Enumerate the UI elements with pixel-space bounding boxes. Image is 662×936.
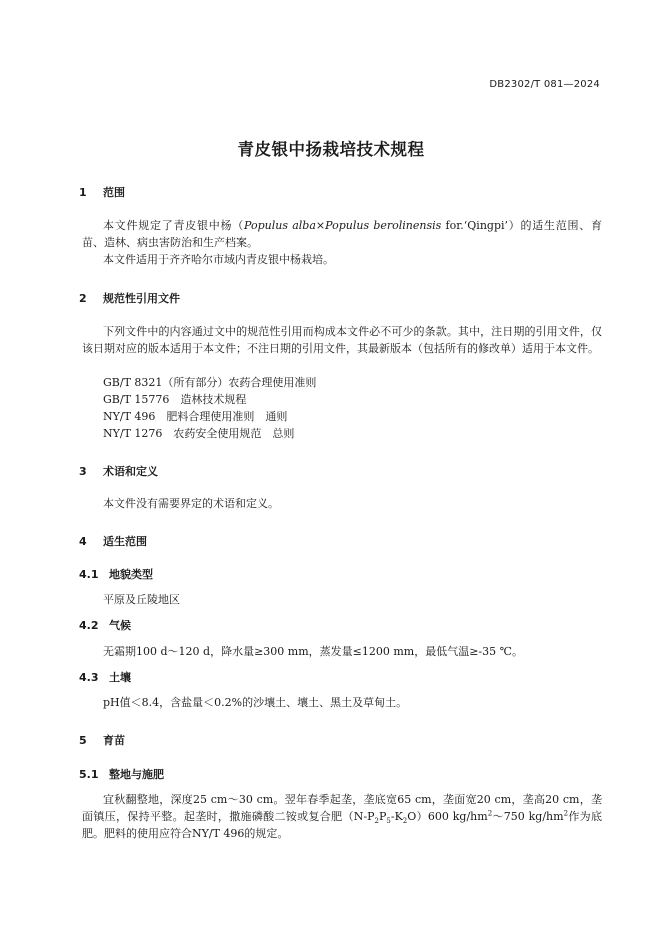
section-5-heading: [79, 732, 125, 748]
section-title: 育苗: [103, 734, 125, 747]
subsection-4-1-heading: [79, 566, 153, 582]
applicability-paragraph: 本文件适用于齐齐哈尔市域内青皮银中杨栽培。: [103, 253, 334, 266]
section-number: 5.1: [79, 768, 99, 781]
section-title: 土壤: [109, 671, 131, 684]
section-title: 整地与施肥: [109, 768, 164, 781]
section-number: 4.3: [79, 671, 99, 684]
site-preparation-paragraph: [82, 791, 602, 842]
section-title: 气候: [109, 619, 131, 632]
subscript: 2: [402, 817, 408, 826]
climate-paragraph: 无霜期100 d～120 d，降水量≥300 mm，蒸发量≤1200 mm，最低气温≥-35 ℃。: [103, 645, 523, 658]
document-id: DB2302/T 081—2024: [489, 79, 600, 90]
section-title: 规范性引用文件: [103, 292, 180, 305]
section-number: 1: [79, 186, 87, 199]
text: 宜秋翻整地，深度25 cm～30 cm。翌年春季起垄，垄底宽65 cm，垄面宽20 cm，垄高20 cm，垄面镇压，保持平整。起垄时，撒施磷酸二铵或复合肥（N-P: [82, 793, 602, 823]
section-number: 3: [79, 465, 87, 478]
subsection-4-2-heading: [79, 617, 131, 633]
section-title: 适生范围: [103, 535, 147, 548]
subsection-4-3-heading: [79, 669, 131, 685]
section-2-heading: [79, 290, 180, 306]
section-number: 5: [79, 734, 87, 747]
document-title: 青皮银中扬栽培技术规程: [237, 140, 425, 159]
soil-paragraph: pH值＜8.4，含盐量＜0.2%的沙壤土、壤土、黑土及草甸土。: [103, 696, 408, 709]
text: O）600 kg/hm: [407, 810, 488, 823]
section-1-heading: [79, 184, 125, 200]
reference-item: GB/T 8321（所有部分）农药合理使用准则: [103, 376, 317, 389]
section-title: 范围: [103, 186, 125, 199]
subsection-5-1-heading: [79, 766, 164, 782]
section-title: 术语和定义: [103, 465, 158, 478]
text: for.‘Qingpi’）的适生范围、育苗、造林、病虫害防治和生产档案。: [82, 219, 603, 249]
section-4-heading: [79, 533, 147, 549]
terms-paragraph: 本文件没有需要界定的术语和定义。: [103, 497, 279, 510]
text: -K: [390, 810, 403, 823]
subscript: 2: [374, 817, 379, 826]
superscript: 2: [563, 809, 569, 818]
section-title: 地貌类型: [109, 568, 153, 581]
species-name: Populus alba: [244, 219, 316, 232]
scope-paragraph: [82, 217, 602, 251]
section-number: 4.2: [79, 619, 99, 632]
reference-item: NY/T 496 肥料合理使用准则 通则: [103, 410, 288, 423]
superscript: 2: [487, 809, 493, 818]
text: P: [378, 810, 387, 823]
subscript: 5: [386, 817, 391, 826]
text: 本文件规定了青皮银中杨（: [103, 219, 245, 232]
reference-item: GB/T 15776 造林技术规程: [103, 393, 247, 406]
text: ×: [315, 219, 326, 232]
species-name: Populus berolinensis: [325, 219, 442, 232]
references-intro-paragraph: 下列文件中的内容通过文中的规范性引用而构成本文件必不可少的条款。其中，注日期的引用文件，仅该日期对应的版本适用于本文件；不注日期的引用文件，其最新版本（包括所有的修改单）适用于本文件。: [82, 325, 602, 355]
section-number: 4: [79, 535, 87, 548]
text: ～750 kg/hm: [492, 810, 564, 823]
section-number: 4.1: [79, 568, 99, 581]
text: 作为底肥。肥料的使用应符合NY/T 496的规定。: [82, 810, 603, 840]
landform-paragraph: 平原及丘陵地区: [103, 593, 180, 606]
reference-item: NY/T 1276 农药安全使用规范 总则: [103, 427, 295, 440]
section-3-heading: [79, 463, 158, 479]
section-number: 2: [79, 292, 87, 305]
